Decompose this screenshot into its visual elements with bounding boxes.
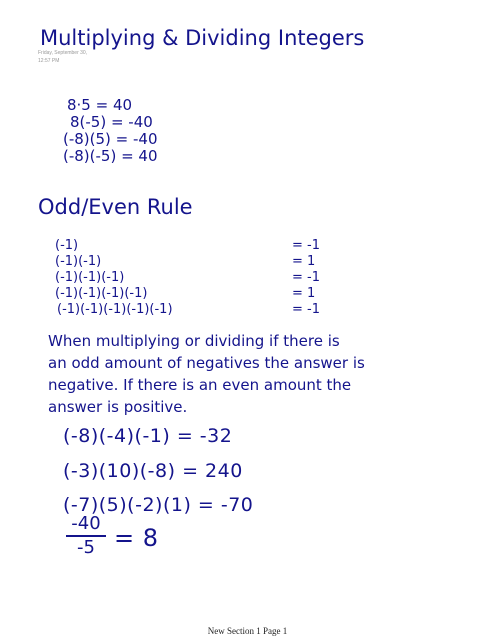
rule-row-2-expr: (-1)(-1) — [55, 254, 102, 269]
rule-heading: Odd/Even Rule — [38, 195, 193, 219]
explanation-line-4: answer is positive. — [48, 398, 188, 416]
explanation-line-3: negative. If there is an even amount the — [48, 376, 352, 394]
page-title: Multiplying & Dividing Integers — [40, 26, 365, 50]
rule-row-2-result: = 1 — [292, 254, 316, 269]
rule-row-3-result: = -1 — [292, 270, 320, 285]
rule-row-1-expr: (-1) — [55, 238, 79, 253]
rule-row-1-result: = -1 — [292, 238, 320, 253]
rule-row-5-expr: (-1)(-1)(-1)(-1)(-1) — [57, 302, 173, 317]
problem-3: (-7)(5)(-2)(1) = -70 — [63, 494, 254, 516]
rule-row-3-expr: (-1)(-1)(-1) — [55, 270, 125, 285]
explanation-line-2: an odd amount of negatives the answer is — [48, 354, 365, 372]
page-date: Friday, September 30, — [38, 50, 88, 56]
problem-1: (-8)(-4)(-1) = -32 — [63, 425, 233, 447]
example-line-4: (-8)(-5) = 40 — [63, 147, 158, 165]
fraction-numerator: -40 — [71, 513, 101, 534]
example-line-3: (-8)(5) = -40 — [63, 130, 158, 148]
example-line-2: 8(-5) = -40 — [70, 113, 153, 131]
division-fraction — [66, 514, 106, 558]
rule-row-4-result: = 1 — [292, 286, 316, 301]
page-time: 12:57 PM — [38, 58, 60, 64]
problem-2: (-3)(10)(-8) = 240 — [63, 460, 243, 482]
example-line-1: 8·5 = 40 — [67, 96, 133, 114]
page-footer: New Section 1 Page 1 — [207, 626, 288, 636]
rule-row-4-expr: (-1)(-1)(-1)(-1) — [55, 286, 148, 301]
rule-row-5-result: = -1 — [292, 302, 320, 317]
fraction-denominator: -5 — [77, 537, 95, 558]
explanation-line-1: When multiplying or dividing if there is — [48, 332, 340, 350]
division-result: = 8 — [114, 524, 159, 552]
